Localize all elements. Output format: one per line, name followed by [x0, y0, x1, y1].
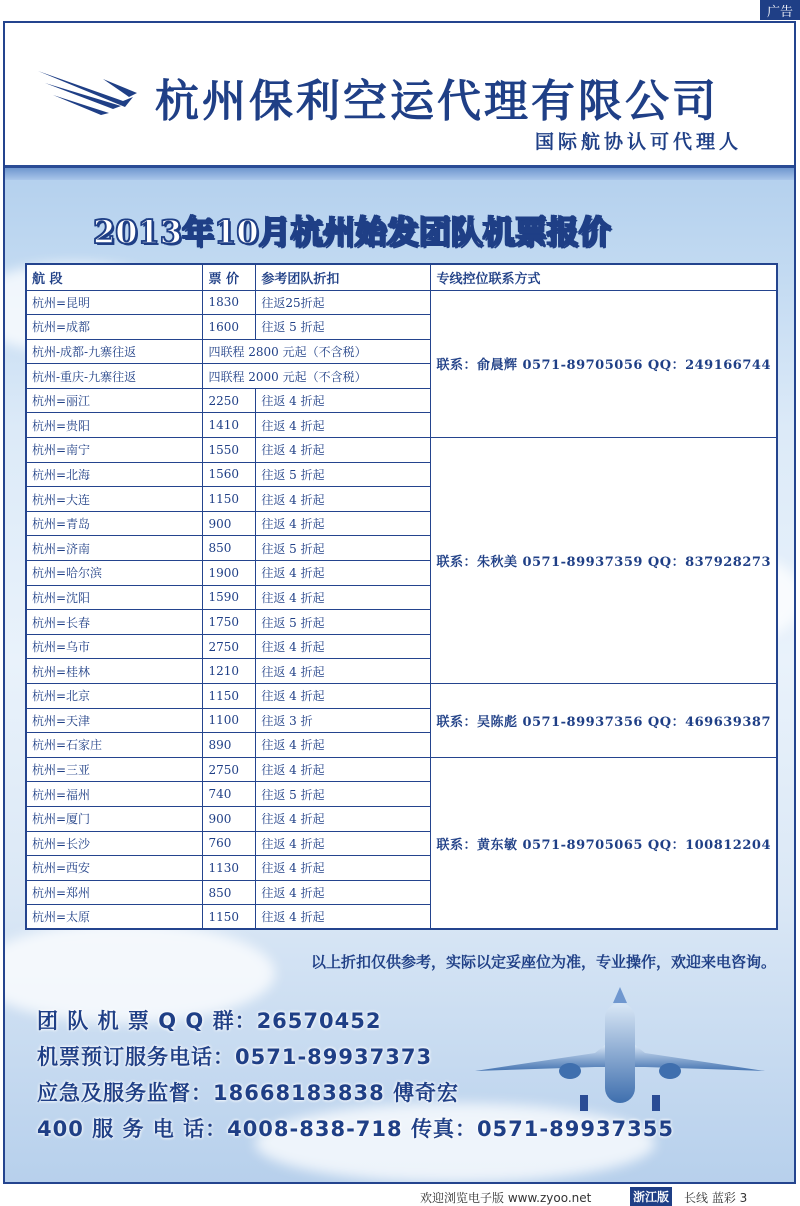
- route-cell: 杭州=青岛: [26, 511, 203, 536]
- table-row: [26, 290, 777, 315]
- header-band: [5, 168, 794, 180]
- airline-logo-icon: [33, 59, 138, 121]
- route-cell: 杭州=石家庄: [26, 733, 203, 758]
- price-cell: 1750: [203, 610, 256, 635]
- price-cell: 1560: [203, 462, 256, 487]
- discount-cell: 往返 3 折: [256, 708, 431, 733]
- discount-cell: 四联程 2800 元起（不含税）: [203, 339, 431, 364]
- table-header-row: [26, 264, 777, 290]
- company-header: [5, 23, 794, 168]
- route-cell: 杭州=厦门: [26, 806, 203, 831]
- contact-cell: 联系：吴陈彪 0571-89937356 QQ：469639387: [431, 684, 777, 758]
- price-cell: 1150: [203, 905, 256, 930]
- price-cell: 850: [203, 536, 256, 561]
- qq-group-line: 团 队 机 票 Q Q 群：26570452: [37, 1009, 382, 1033]
- route-cell: 杭州=北海: [26, 462, 203, 487]
- route-cell: 杭州=乌市: [26, 634, 203, 659]
- discount-cell: 往返 5 折起: [256, 315, 431, 340]
- footer-edition: 长线 蓝彩 3: [684, 1191, 748, 1205]
- emergency-line: 应急及服务监督：18668183838 傅奇宏: [37, 1081, 460, 1105]
- price-cell: 1210: [203, 659, 256, 684]
- route-cell: 杭州=福州: [26, 782, 203, 807]
- route-cell: 杭州=昆明: [26, 290, 203, 315]
- discount-cell: 往返 4 折起: [256, 438, 431, 463]
- route-cell: 杭州=哈尔滨: [26, 561, 203, 586]
- advert-frame: [3, 21, 796, 1184]
- column-header: 参考团队折扣: [256, 264, 431, 290]
- route-cell: 杭州=天津: [26, 708, 203, 733]
- discount-cell: 往返 4 折起: [256, 880, 431, 905]
- discount-cell: 往返 5 折起: [256, 782, 431, 807]
- discount-cell: 往返 4 折起: [256, 561, 431, 586]
- footer-brand: 浙江版: [630, 1187, 672, 1206]
- price-cell: 1150: [203, 684, 256, 709]
- route-cell: 杭州=济南: [26, 536, 203, 561]
- table-row: [26, 684, 777, 709]
- price-cell: 740: [203, 782, 256, 807]
- discount-cell: 往返 4 折起: [256, 388, 431, 413]
- page-title: 2013年10月杭州始发团队机票报价: [93, 213, 611, 251]
- route-cell: 杭州=长春: [26, 610, 203, 635]
- route-cell: 杭州-成都-九寨往返: [26, 339, 203, 364]
- price-cell: 890: [203, 733, 256, 758]
- route-cell: 杭州=桂林: [26, 659, 203, 684]
- ad-tag: 广告: [760, 0, 800, 20]
- discount-cell: 往返 4 折起: [256, 733, 431, 758]
- discount-cell: 往返 4 折起: [256, 856, 431, 881]
- fare-table: [25, 263, 778, 930]
- route-cell: 杭州=长沙: [26, 831, 203, 856]
- price-cell: 760: [203, 831, 256, 856]
- discount-cell: 往返 4 折起: [256, 585, 431, 610]
- discount-cell: 往返 4 折起: [256, 831, 431, 856]
- price-cell: 1410: [203, 413, 256, 438]
- contact-info: [37, 1003, 674, 1147]
- discount-cell: 往返 4 折起: [256, 905, 431, 930]
- company-name: 杭州保利空运代理有限公司: [155, 76, 719, 127]
- price-cell: 1150: [203, 487, 256, 512]
- price-cell: 850: [203, 880, 256, 905]
- price-cell: 1100: [203, 708, 256, 733]
- table-row: [26, 438, 777, 463]
- discount-cell: 往返25折起: [256, 290, 431, 315]
- price-cell: 900: [203, 806, 256, 831]
- discount-cell: 往返 4 折起: [256, 806, 431, 831]
- route-cell: 杭州=沈阳: [26, 585, 203, 610]
- price-cell: 1130: [203, 856, 256, 881]
- discount-cell: 往返 4 折起: [256, 659, 431, 684]
- discount-cell: 往返 5 折起: [256, 610, 431, 635]
- route-cell: 杭州=郑州: [26, 880, 203, 905]
- price-cell: 1590: [203, 585, 256, 610]
- route-cell: 杭州=贵阳: [26, 413, 203, 438]
- route-cell: 杭州=西安: [26, 856, 203, 881]
- price-cell: 1550: [203, 438, 256, 463]
- contact-cell: 联系：黄东敏 0571-89705065 QQ：100812204: [431, 757, 777, 929]
- contact-cell: 联系：俞晨辉 0571-89705056 QQ：249166744: [431, 290, 777, 438]
- column-header: 专线控位联系方式: [431, 264, 777, 290]
- price-cell: 1830: [203, 290, 256, 315]
- discount-cell: 往返 4 折起: [256, 413, 431, 438]
- price-cell: 2750: [203, 757, 256, 782]
- route-cell: 杭州=南宁: [26, 438, 203, 463]
- column-header: 航 段: [26, 264, 203, 290]
- route-cell: 杭州=大连: [26, 487, 203, 512]
- discount-cell: 往返 5 折起: [256, 536, 431, 561]
- price-cell: 2750: [203, 634, 256, 659]
- price-cell: 2250: [203, 388, 256, 413]
- discount-cell: 往返 4 折起: [256, 634, 431, 659]
- discount-cell: 往返 4 折起: [256, 684, 431, 709]
- price-cell: 900: [203, 511, 256, 536]
- discount-cell: 往返 4 折起: [256, 757, 431, 782]
- price-cell: 1600: [203, 315, 256, 340]
- booking-phone-line: 机票预订服务电话：0571-89937373: [37, 1045, 433, 1069]
- route-cell: 杭州=三亚: [26, 757, 203, 782]
- route-cell: 杭州=太原: [26, 905, 203, 930]
- disclaimer-note: 以上折扣仅供参考，实际以定妥座位为准，专业操作，欢迎来电咨询。: [310, 953, 776, 971]
- discount-cell: 往返 4 折起: [256, 487, 431, 512]
- table-row: [26, 757, 777, 782]
- discount-cell: 四联程 2000 元起（不含税）: [203, 364, 431, 389]
- page-footer: [0, 1186, 800, 1206]
- route-cell: 杭州=成都: [26, 315, 203, 340]
- company-subtitle: 国际航协认可代理人: [534, 131, 742, 153]
- price-cell: 1900: [203, 561, 256, 586]
- contact-cell: 联系：朱秋美 0571-89937359 QQ：837928273: [431, 438, 777, 684]
- discount-cell: 往返 5 折起: [256, 462, 431, 487]
- route-cell: 杭州-重庆-九寨往返: [26, 364, 203, 389]
- footer-welcome: 欢迎浏览电子版 www.zyoo.net: [420, 1191, 592, 1205]
- route-cell: 杭州=北京: [26, 684, 203, 709]
- column-header: 票 价: [203, 264, 256, 290]
- route-cell: 杭州=丽江: [26, 388, 203, 413]
- hotline-fax-line: 400 服 务 电 话：4008-838-718 传真：0571-89937355: [37, 1117, 674, 1141]
- discount-cell: 往返 4 折起: [256, 511, 431, 536]
